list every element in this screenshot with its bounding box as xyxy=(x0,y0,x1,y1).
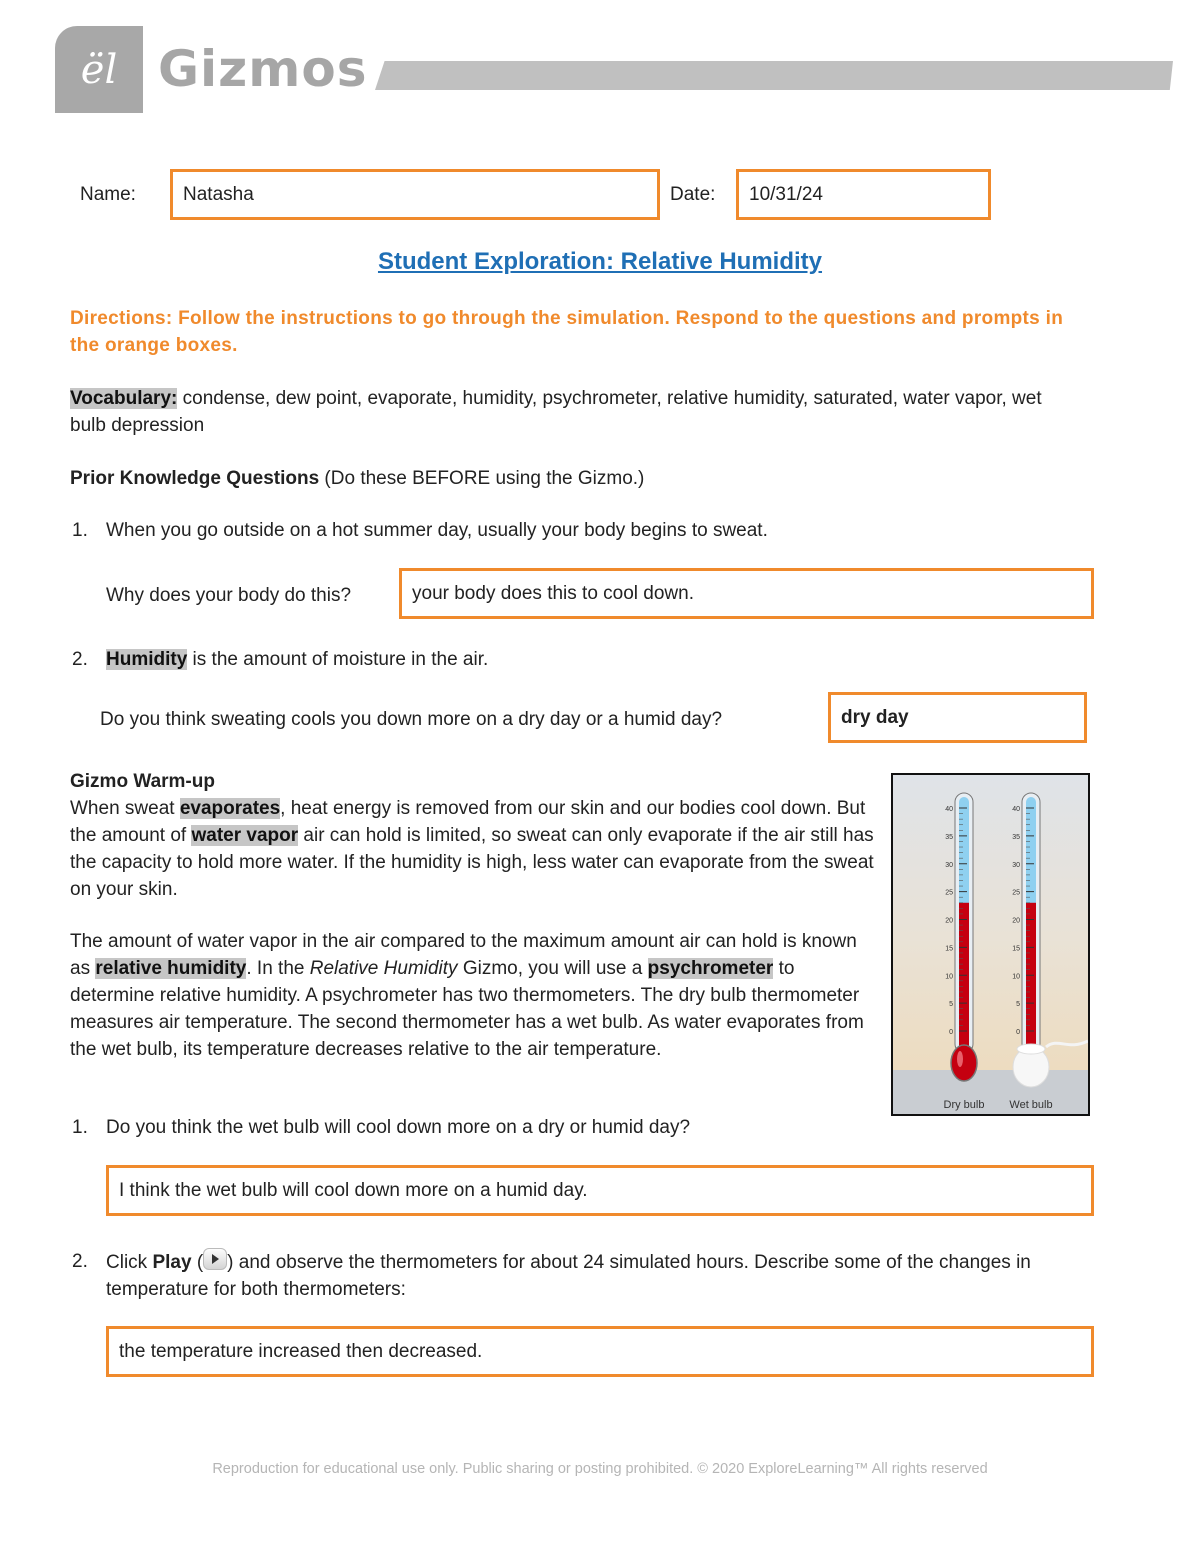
psychrometer-svg xyxy=(893,775,1088,1114)
text: Gizmo, you will use a xyxy=(457,958,648,979)
pk-q2-answer-box[interactable] xyxy=(828,692,1087,743)
brand-name: Gizmos xyxy=(158,40,368,98)
wu-q1-number: 1. xyxy=(72,1117,88,1138)
wu-q2-number: 2. xyxy=(72,1251,88,1272)
text: The amount of water vapor in the air compared to the maximum amount air can hold is known as xyxy=(70,931,857,979)
relative-humidity-term: relative humidity xyxy=(95,958,247,979)
text: ( xyxy=(191,1252,204,1273)
dry-tick-label: 15 xyxy=(945,945,953,953)
text: to determine relative humidity. A psychrometer has two thermometers. The dry bulb thermometer measures air temperature. The second thermometer has a wet bulb. As water evaporates from the wet bulb, its temperature decreases relative to the air temperature. xyxy=(70,958,864,1060)
page-title: Student Exploration: Relative Humidity xyxy=(377,248,823,275)
wet-tick-label: 25 xyxy=(1012,889,1020,897)
warmup-paragraph-2 xyxy=(70,928,878,1063)
wet-tick-label: 35 xyxy=(1012,833,1020,841)
prior-knowledge-note: (Do these BEFORE using the Gizmo.) xyxy=(319,468,645,489)
wu-q2-answer: the temperature increased then decreased. xyxy=(119,1340,483,1362)
pk-q2-prompt: Do you think sweating cools you down more on a dry day or a humid day? xyxy=(100,709,723,730)
play-icon xyxy=(203,1248,227,1270)
text: Click xyxy=(106,1252,153,1273)
date-field[interactable] xyxy=(736,169,991,220)
footer-copyright: Reproduction for educational use only. Public sharing or posting prohibited. © 2020 ExploreLearning™ All rights reserved xyxy=(212,1461,988,1477)
humidity-term: Humidity xyxy=(106,649,188,670)
dry-tick-label: 25 xyxy=(945,889,953,897)
pk-q2-answer: dry day xyxy=(841,706,909,728)
pk-q1-answer-box[interactable] xyxy=(399,568,1094,619)
warmup-paragraph-1 xyxy=(70,795,878,903)
wet-tick-label: 0 xyxy=(1016,1029,1020,1036)
dry-tick-label: 30 xyxy=(945,861,953,869)
warmup-heading: Gizmo Warm-up xyxy=(70,771,215,792)
dry-bulb-shine xyxy=(957,1051,963,1067)
pk-q1-text: When you go outside on a hot summer day, usually your body begins to sweat. xyxy=(106,520,768,541)
wu-q2-text xyxy=(106,1248,1086,1303)
dry-mercury-column xyxy=(959,903,969,1057)
date-value: 10/31/24 xyxy=(749,183,823,205)
date-label: Date: xyxy=(670,184,716,205)
pk-q1-number: 1. xyxy=(72,520,88,541)
wet-tick-label: 10 xyxy=(1012,973,1020,981)
text: , heat energy is removed from our skin and our bodies cool down. But the amount of xyxy=(70,798,866,846)
water-vapor-term: water vapor xyxy=(191,825,299,846)
prior-knowledge-title: Prior Knowledge Questions xyxy=(70,468,320,489)
vocabulary xyxy=(70,385,1080,439)
wet-bulb-cloth-tie xyxy=(1017,1044,1045,1054)
psychrometer-image xyxy=(891,773,1090,1116)
vocabulary-label: Vocabulary: xyxy=(70,388,178,409)
text: When sweat xyxy=(70,798,180,819)
dry-tick-label: 0 xyxy=(949,1029,953,1036)
floor xyxy=(893,1070,1088,1114)
background xyxy=(893,775,1088,1070)
text: . In the xyxy=(246,958,310,979)
name-label: Name: xyxy=(80,184,136,205)
dry-tick-label: 10 xyxy=(945,973,953,981)
pk-q1-answer: your body does this to cool down. xyxy=(412,582,695,604)
dry-tick-label: 35 xyxy=(945,833,953,841)
header-bar xyxy=(375,61,1173,90)
pk-q2-statement: is the amount of moisture in the air. xyxy=(187,649,489,670)
wet-bulb-label: Wet bulb xyxy=(1009,1099,1053,1111)
prior-knowledge-heading xyxy=(70,465,644,492)
explorelearning-logo xyxy=(55,26,143,113)
wu-q1-text: Do you think the wet bulb will cool down more on a dry or humid day? xyxy=(106,1117,691,1138)
wet-tick-label: 15 xyxy=(1012,945,1020,953)
dry-bulb-reservoir xyxy=(951,1045,977,1081)
wu-q2-answer-box[interactable] xyxy=(106,1326,1094,1377)
wu-q1-answer: I think the wet bulb will cool down more on a humid day. xyxy=(119,1179,588,1201)
wet-tick-label: 5 xyxy=(1016,1001,1020,1009)
pk-q2-number: 2. xyxy=(72,649,88,670)
dry-tick-label: 40 xyxy=(945,806,953,813)
evaporates-term: evaporates xyxy=(179,798,281,819)
pk-q1-prompt: Why does your body do this? xyxy=(106,585,352,606)
wet-tick-label: 40 xyxy=(1012,806,1020,813)
dry-tick-label: 5 xyxy=(949,1001,953,1009)
play-term: Play xyxy=(152,1252,192,1273)
logo-mark: ël xyxy=(80,46,118,93)
wet-tick-label: 20 xyxy=(1012,917,1020,925)
vocabulary-terms: condense, dew point, evaporate, humidity, psychrometer, relative humidity, saturated, water vapor, wet bulb depression xyxy=(70,388,1042,436)
text: air can hold is limited, so sweat can only evaporate if the air still has the capacity to hold more water. If the humidity is high, less water can evaporate from the sweat on your skin. xyxy=(70,825,874,900)
wu-q1-answer-box[interactable] xyxy=(106,1165,1094,1216)
dry-bulb-label: Dry bulb xyxy=(943,1099,985,1111)
gizmo-name: Relative Humidity xyxy=(309,958,458,979)
dry-tick-label: 20 xyxy=(945,917,953,925)
pk-q2-text xyxy=(106,646,488,673)
wet-tick-label: 30 xyxy=(1012,861,1020,869)
text: ) and observe the thermometers for about 24 simulated hours. Describe some of the changes in temperature for both thermometers: xyxy=(106,1252,1031,1300)
directions: Directions: Follow the instructions to go through the simulation. Respond to the questions and prompts in the orange boxes. xyxy=(70,308,1064,356)
name-field[interactable] xyxy=(170,169,660,220)
name-value: Natasha xyxy=(183,183,254,205)
psychrometer-term: psychrometer xyxy=(647,958,774,979)
